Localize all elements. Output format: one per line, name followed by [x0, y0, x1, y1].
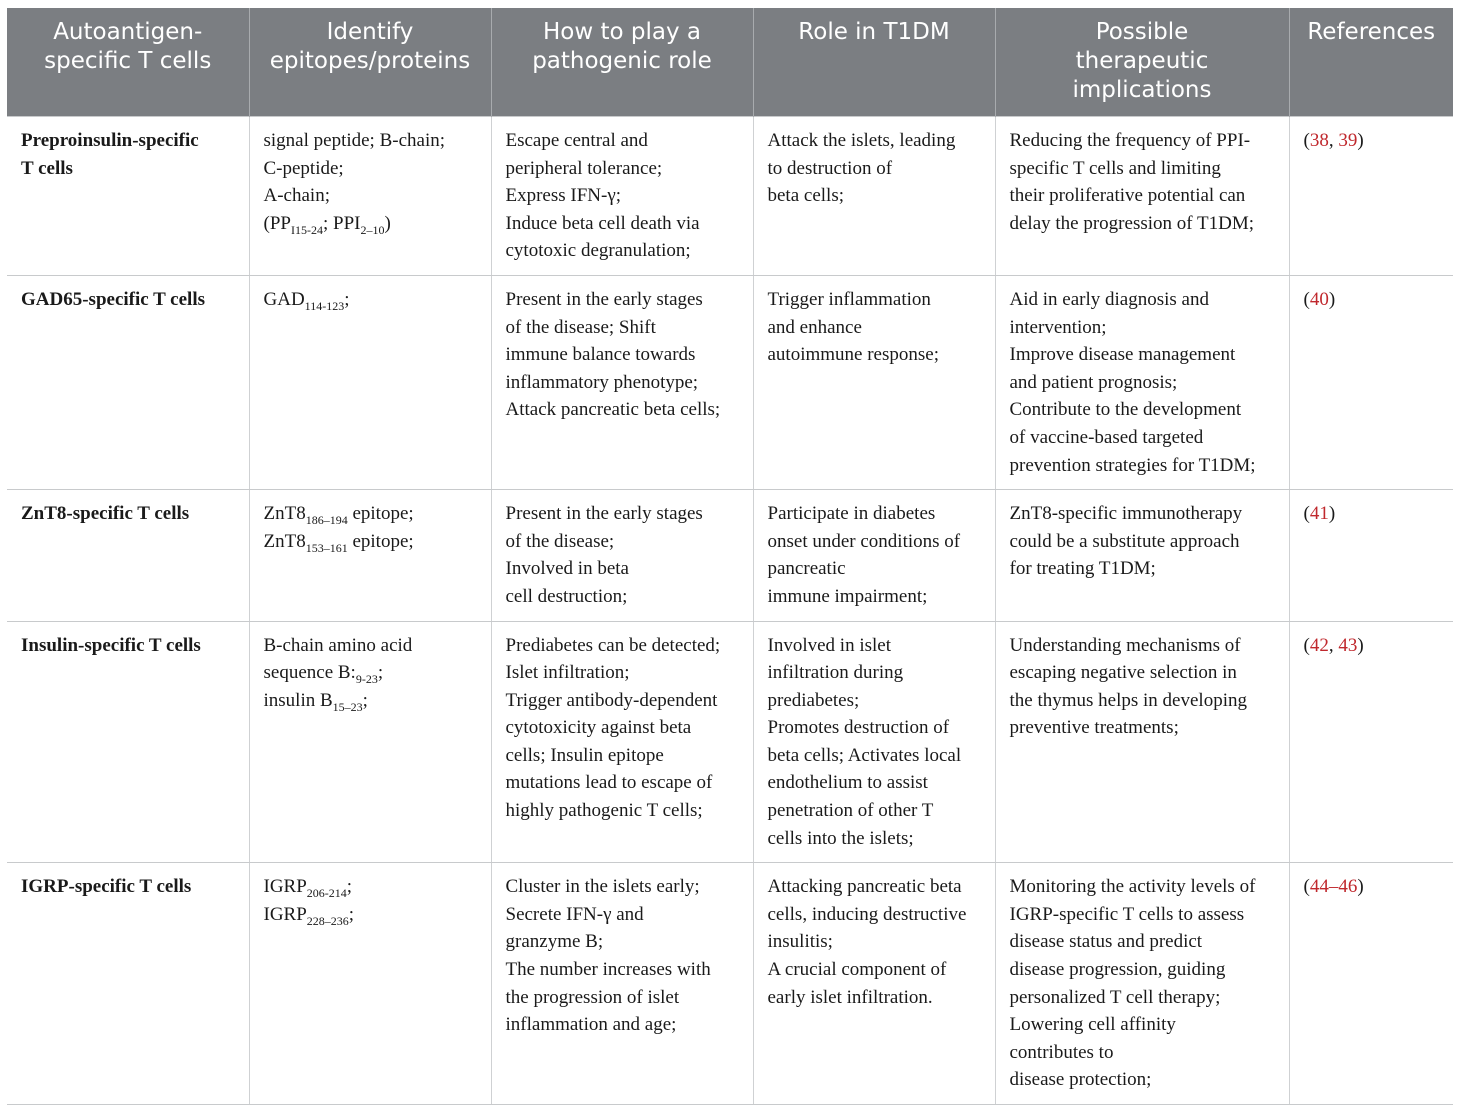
cell-line: infiltration during: [767, 662, 904, 684]
cell-line: inflammatory phenotype;: [505, 371, 699, 393]
cell-line: The number increases with: [505, 959, 711, 981]
cell-line: ZnT8-specific immunotherapy: [1009, 503, 1243, 525]
autoantigen-table: [7, 8, 1453, 1105]
cell-line: contributes to: [1009, 1041, 1114, 1063]
cell-line: IGRP-specific T cells: [21, 876, 192, 898]
epitope-text: epitope;: [347, 530, 414, 552]
cell-epitopes: [249, 275, 491, 489]
epitope-text: ;: [348, 903, 355, 925]
cell-line: granzyme B;: [505, 931, 604, 953]
epitope-text: ;: [344, 288, 350, 310]
cell-line: Attacking pancreatic beta: [767, 876, 962, 898]
cell-line: preventive treatments;: [1009, 717, 1179, 739]
epitope-text: ; PPI: [322, 212, 361, 234]
cell-line: Trigger antibody-dependent: [505, 689, 718, 711]
cell-line: autoimmune response;: [767, 344, 939, 366]
cell-references: [1289, 275, 1453, 489]
cell-line: mutations lead to escape of: [505, 772, 713, 794]
cell-line: A crucial component of: [767, 959, 947, 981]
cell-line: to destruction of: [767, 157, 893, 179]
epitope-text: IGRP: [263, 876, 307, 898]
header-line: specific T cells: [44, 48, 212, 74]
cell-role-t1dm: [753, 621, 995, 863]
cell-line: Attack the islets, leading: [767, 130, 956, 151]
cell-line: prediabetes;: [767, 689, 860, 711]
epitope-line: [264, 500, 479, 528]
cell-line: Preproinsulin-specific: [21, 130, 199, 151]
cell-line: disease status and predict: [1009, 931, 1203, 953]
epitope-text: B-chain amino acid: [263, 634, 413, 656]
cell-therapeutic: [995, 863, 1289, 1105]
cell-t-cell-type: [7, 275, 249, 489]
cell-line: Improve disease management: [1009, 344, 1236, 366]
cell-role-t1dm: [753, 490, 995, 621]
cell-line: penetration of other T: [767, 800, 934, 822]
header-references: [1289, 8, 1453, 117]
reference-link[interactable]: 44–46: [1309, 876, 1358, 898]
cell-line: Induce beta cell death via: [505, 212, 700, 234]
cell-line: pancreatic: [767, 558, 846, 580]
cell-t-cell-type: [7, 117, 249, 276]
reference-group: (44–46): [1303, 876, 1364, 898]
epitope-line: [264, 659, 479, 687]
reference-link[interactable]: 43: [1338, 634, 1358, 656]
cell-line: Prediabetes can be detected;: [505, 634, 721, 656]
header-line: Role in T1DM: [798, 19, 950, 45]
cell-t-cell-type: [7, 490, 249, 621]
epitope-text: sequence B:: [263, 662, 356, 684]
cell-line: cytotoxicity against beta: [505, 717, 692, 739]
reference-group: (41): [1303, 503, 1336, 525]
cell-line: could be a substitute approach: [1009, 530, 1240, 552]
table-body: [7, 117, 1453, 1105]
epitope-text: A-chain;: [263, 185, 330, 207]
cell-line: Express IFN-γ;: [505, 185, 622, 207]
cell-pathogenic-role: [491, 621, 753, 863]
epitope-line: [264, 182, 479, 210]
epitope-text: IGRP: [263, 903, 307, 925]
header-line: pathogenic role: [532, 48, 712, 74]
cell-line: Attack pancreatic beta cells;: [505, 399, 721, 421]
header-row: [7, 8, 1453, 117]
reference-group: (40): [1303, 288, 1336, 310]
epitope-line: [264, 210, 479, 238]
cell-epitopes: [249, 621, 491, 863]
cell-line: early islet infiltration.: [767, 986, 933, 1008]
epitope-text: GAD: [263, 288, 305, 310]
cell-line: cells into the islets;: [767, 827, 914, 849]
cell-line: Escape central and: [505, 130, 648, 151]
cell-line: intervention;: [1009, 316, 1107, 338]
cell-line: for treating T1DM;: [1009, 558, 1156, 580]
cell-line: delay the progression of T1DM;: [1009, 212, 1254, 234]
table-header: [7, 8, 1453, 117]
cell-line: Involved in beta: [505, 558, 629, 580]
table-row: [7, 117, 1453, 276]
cell-line: beta cells;: [767, 185, 844, 207]
cell-line: Understanding mechanisms of: [1009, 634, 1241, 656]
header-line: How to play a: [543, 19, 701, 45]
header-line: Identify: [326, 19, 414, 45]
cell-therapeutic: [995, 275, 1289, 489]
cell-line: Present in the early stages: [505, 288, 703, 310]
cell-line: escaping negative selection in: [1009, 662, 1237, 684]
epitope-subscript: 15–23: [332, 699, 363, 714]
epitope-text: ): [384, 212, 391, 234]
cell-line: the thymus helps in developing: [1009, 689, 1247, 711]
cell-pathogenic-role: [491, 490, 753, 621]
epitope-line: [264, 155, 479, 183]
cell-line: cell destruction;: [505, 585, 628, 607]
epitope-subscript: 9-23: [355, 671, 378, 686]
cell-epitopes: [249, 863, 491, 1105]
cell-pathogenic-role: [491, 863, 753, 1105]
cell-line: the progression of islet: [505, 986, 680, 1008]
cell-line: prevention strategies for T1DM;: [1009, 454, 1256, 476]
cell-references: [1289, 490, 1453, 621]
cell-pathogenic-role: [491, 275, 753, 489]
cell-line: peripheral tolerance;: [505, 157, 663, 179]
cell-line: Aid in early diagnosis and: [1009, 288, 1209, 310]
cell-line: Present in the early stages: [505, 503, 703, 525]
cell-role-t1dm: [753, 863, 995, 1105]
reference-group: (38, 39): [1303, 130, 1364, 151]
cell-therapeutic: [995, 117, 1289, 276]
reference-link[interactable]: 42: [1309, 634, 1329, 656]
epitope-text: insulin B: [263, 689, 333, 711]
table-row: [7, 863, 1453, 1105]
epitope-line: [264, 687, 479, 715]
reference-group: (42, 43): [1303, 634, 1364, 656]
cell-line: Insulin-specific T cells: [21, 634, 201, 656]
cell-pathogenic-role: [491, 117, 753, 276]
cell-therapeutic: [995, 621, 1289, 863]
header-line: therapeutic: [1075, 48, 1209, 74]
header-line: Autoantigen-: [53, 19, 203, 45]
cell-line: of the disease; Shift: [505, 316, 656, 338]
cell-t-cell-type: [7, 621, 249, 863]
header-line: References: [1307, 19, 1436, 45]
cell-line: specific T cells and limiting: [1009, 157, 1221, 179]
header-therapeutic: [995, 8, 1289, 117]
cell-references: [1289, 117, 1453, 276]
cell-line: Islet infiltration;: [505, 662, 630, 684]
cell-line: beta cells; Activates local: [767, 744, 962, 766]
header-epitopes: [249, 8, 491, 117]
header-pathogenic-role: [491, 8, 753, 117]
cell-line: Secrete IFN-γ and: [505, 903, 644, 925]
epitope-line: [264, 286, 479, 314]
cell-line: immune balance towards: [505, 344, 696, 366]
header-line: epitopes/proteins: [269, 48, 471, 74]
cell-line: onset under conditions of: [767, 530, 961, 552]
epitope-line: [264, 873, 479, 901]
cell-t-cell-type: [7, 863, 249, 1105]
epitope-subscript: 2–10: [360, 222, 385, 237]
epitope-text: epitope;: [347, 503, 414, 525]
header-line: Possible: [1095, 19, 1189, 45]
cell-references: [1289, 621, 1453, 863]
epitope-text: ;: [362, 689, 368, 711]
cell-line: Participate in diabetes: [767, 503, 936, 525]
epitope-subscript: 186–194: [305, 512, 348, 527]
cell-line: cytotoxic degranulation;: [505, 240, 691, 262]
cell-line: Trigger inflammation: [767, 288, 931, 310]
epitope-subscript: 206-214: [306, 886, 347, 901]
epitope-subscript: 228–236: [306, 913, 349, 928]
epitope-text: C-peptide;: [263, 157, 344, 179]
cell-line: insulitis;: [767, 931, 833, 953]
reference-link[interactable]: 39: [1338, 130, 1358, 151]
cell-line: inflammation and age;: [505, 1014, 677, 1036]
epitope-text: signal peptide; B-chain;: [263, 130, 446, 151]
cell-epitopes: [249, 117, 491, 276]
header-autoantigen: [7, 8, 249, 117]
epitope-subscript: I15-24: [290, 222, 323, 237]
epitope-text: ZnT8: [263, 530, 306, 552]
header-role-t1dm: [753, 8, 995, 117]
cell-line: immune impairment;: [767, 585, 928, 607]
cell-line: personalized T cell therapy;: [1009, 986, 1221, 1008]
cell-line: T cells: [21, 157, 73, 179]
epitope-text: ;: [377, 662, 384, 684]
cell-line: Promotes destruction of: [767, 717, 950, 739]
epitope-subscript: 153–161: [305, 540, 348, 555]
cell-line: disease progression, guiding: [1009, 959, 1226, 981]
reference-link[interactable]: 41: [1309, 503, 1329, 525]
table-row: [7, 621, 1453, 863]
header-line: implications: [1072, 77, 1212, 103]
epitope-text: ;: [346, 876, 353, 898]
cell-line: of vaccine-based targeted: [1009, 426, 1204, 448]
cell-therapeutic: [995, 490, 1289, 621]
table-row: [7, 275, 1453, 489]
epitope-text: ZnT8: [263, 503, 306, 525]
reference-link[interactable]: 40: [1309, 288, 1329, 310]
cell-line: ZnT8-specific T cells: [21, 503, 190, 525]
cell-role-t1dm: [753, 275, 995, 489]
epitope-line: [264, 901, 479, 929]
epitope-line: [264, 528, 479, 556]
table-row: [7, 490, 1453, 621]
cell-line: of the disease;: [505, 530, 615, 552]
epitope-line: [264, 127, 479, 155]
cell-line: cells, inducing destructive: [767, 903, 967, 925]
cell-line: GAD65-specific T cells: [21, 288, 205, 310]
cell-epitopes: [249, 490, 491, 621]
cell-references: [1289, 863, 1453, 1105]
cell-line: endothelium to assist: [767, 772, 928, 794]
cell-line: and patient prognosis;: [1009, 371, 1178, 393]
cell-line: their proliferative potential can: [1009, 185, 1246, 207]
cell-line: and enhance: [767, 316, 862, 338]
cell-line: highly pathogenic T cells;: [505, 800, 703, 822]
reference-link[interactable]: 38: [1309, 130, 1329, 151]
cell-role-t1dm: [753, 117, 995, 276]
cell-line: IGRP-specific T cells to assess: [1009, 903, 1245, 925]
cell-line: Lowering cell affinity: [1009, 1014, 1176, 1036]
epitope-line: [264, 632, 479, 660]
cell-line: Monitoring the activity levels of: [1009, 876, 1256, 898]
cell-line: Involved in islet: [767, 634, 891, 656]
cell-line: Cluster in the islets early;: [505, 876, 700, 898]
cell-line: disease protection;: [1009, 1069, 1152, 1091]
cell-line: cells; Insulin epitope: [505, 744, 664, 766]
cell-line: Contribute to the development: [1009, 399, 1242, 421]
cell-line: Reducing the frequency of PPI-: [1009, 130, 1251, 151]
epitope-subscript: 114-123: [304, 298, 345, 313]
epitope-text: (PP: [263, 212, 291, 234]
